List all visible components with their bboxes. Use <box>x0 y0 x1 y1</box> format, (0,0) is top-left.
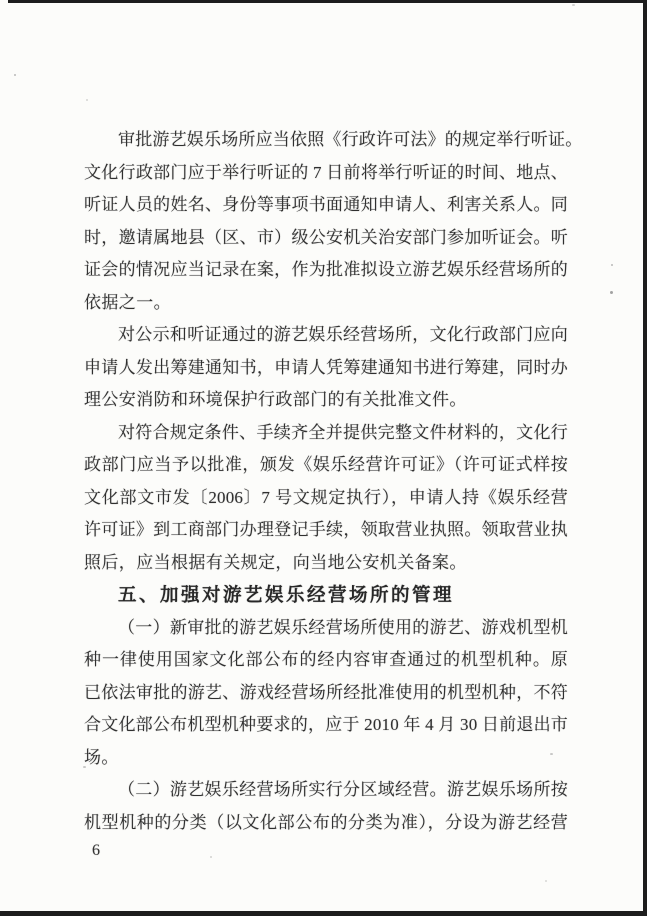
text-line: 文化行政部门应于举行听证的 7 日前将举行听证的时间、地点、 <box>84 162 568 182</box>
text-line: 许可证》到工商部门办理登记手续，领取营业执照。领取营业执 <box>84 520 568 539</box>
text-line: 场。 <box>84 747 119 767</box>
scan-noise-speck <box>210 856 212 858</box>
document-body <box>84 124 583 839</box>
scan-noise-speck <box>83 766 86 768</box>
page-number: 6 <box>92 842 100 859</box>
text-line: 政部门应当予以批准，颁发《娱乐经营许可证》（许可证式样按 <box>84 455 568 474</box>
text-line: 合文化部公布机型机种要求的，应于 2010 年 4 月 30 日前退出市 <box>84 715 568 734</box>
text-line: 时，邀请属地县（区、市）级公安机关治安部门参加听证会。听 <box>84 227 568 247</box>
text-line: （一）新审批的游艺娱乐经营场所使用的游艺、游戏机型机 <box>118 617 568 637</box>
text-line: 依据之一。 <box>84 292 171 312</box>
section-heading: 五、加强对游艺娱乐经营场所的管理 <box>118 584 455 605</box>
scan-edge-bottom <box>0 911 647 916</box>
text-line: 种一律使用国家文化部公布的经内容审查通过的机型机种。原 <box>84 650 568 669</box>
scan-noise-speck <box>545 880 547 882</box>
scan-noise-speck <box>550 753 553 755</box>
scan-edge-right <box>643 0 647 916</box>
text-line: 理公安消防和环境保护行政部门的有关批准文件。 <box>84 390 467 409</box>
scan-edge-top <box>8 0 647 3</box>
text-line: 对公示和听证通过的游艺娱乐经营场所，文化行政部门应向 <box>118 325 568 344</box>
text-line: 听证人员的姓名、身份等事项书面通知申请人、利害关系人。同 <box>84 195 568 214</box>
text-line: 照后，应当根据有关规定，向当地公安机关备案。 <box>84 552 467 572</box>
scan-noise-speck <box>572 4 575 6</box>
text-line: 证会的情况应当记录在案，作为批准拟设立游艺娱乐经营场所的 <box>84 260 568 279</box>
text-line: 机型机种的分类（以文化部公布的分类为准），分设为游艺经营 <box>84 812 568 832</box>
scan-noise-speck <box>610 291 613 294</box>
scan-noise-speck <box>86 99 88 101</box>
text-line: 已依法审批的游艺、游戏经营场所经批准使用的机型机种，不符 <box>84 682 568 702</box>
text-line: （二）游艺娱乐经营场所实行分区域经营。游艺娱乐场所按 <box>118 780 568 799</box>
text-line: 文化部文市发〔2006〕7 号文规定执行），申请人持《娱乐经营 <box>84 487 568 507</box>
text-line: 申请人发出筹建通知书，申请人凭筹建通知书进行筹建，同时办 <box>84 357 568 377</box>
scan-noise-speck <box>14 74 16 76</box>
text-line: 审批游艺娱乐场所应当依照《行政许可法》的规定举行听证。 <box>118 130 583 149</box>
text-line: 对符合规定条件、手续齐全并提供完整文件材料的，文化行 <box>118 422 568 442</box>
scan-noise-speck <box>611 264 613 266</box>
